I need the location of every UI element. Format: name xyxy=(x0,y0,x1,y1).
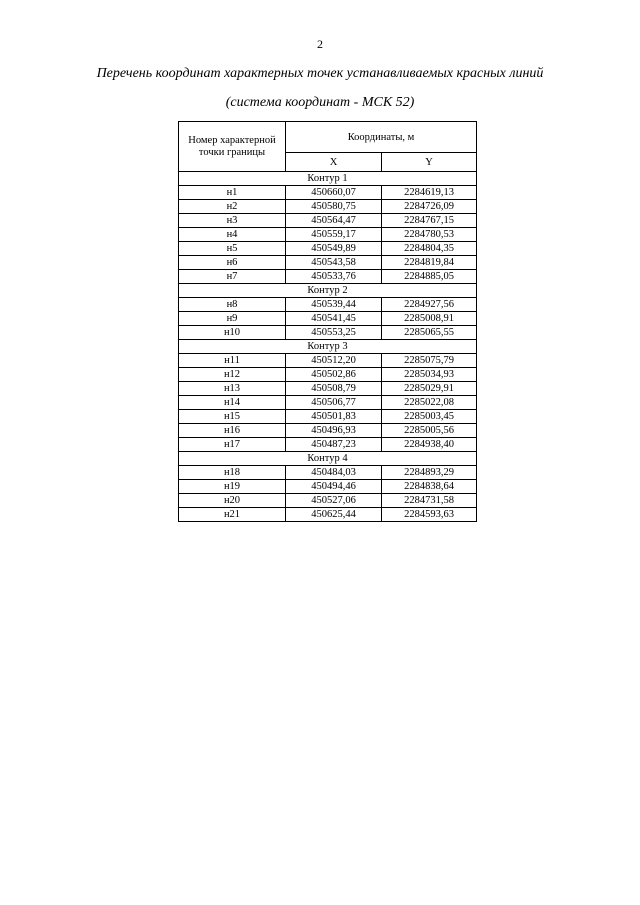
table-row xyxy=(179,396,477,410)
table-row xyxy=(179,410,477,424)
table-row xyxy=(179,256,477,270)
y-coordinate-cell: 2285065,55 xyxy=(382,326,477,340)
x-coordinate-cell: 450506,77 xyxy=(286,396,382,410)
table-row xyxy=(179,242,477,256)
y-coordinate-cell: 2284726,09 xyxy=(382,200,477,214)
table-row xyxy=(179,508,477,522)
x-coordinate-cell: 450508,79 xyxy=(286,382,382,396)
point-number-cell: н15 xyxy=(179,410,286,424)
x-coordinate-cell: 450625,44 xyxy=(286,508,382,522)
x-coordinate-cell: 450559,17 xyxy=(286,228,382,242)
point-number-cell: н19 xyxy=(179,480,286,494)
point-number-cell: н2 xyxy=(179,200,286,214)
x-coordinate-cell: 450484,03 xyxy=(286,466,382,480)
contour-label: Контур 4 xyxy=(179,452,477,466)
point-number-cell: н9 xyxy=(179,312,286,326)
contour-label: Контур 2 xyxy=(179,284,477,298)
point-number-cell: н7 xyxy=(179,270,286,284)
contour-header-row xyxy=(179,452,477,466)
table-row xyxy=(179,368,477,382)
x-coordinate-cell: 450580,75 xyxy=(286,200,382,214)
contour-header-row xyxy=(179,284,477,298)
x-coordinate-cell: 450549,89 xyxy=(286,242,382,256)
contour-label: Контур 1 xyxy=(179,172,477,186)
document-title: Перечень координат характерных точек устанавливаемых красных линий xyxy=(96,66,544,81)
x-coordinate-cell: 450541,45 xyxy=(286,312,382,326)
table-row xyxy=(179,200,477,214)
point-number-cell: н12 xyxy=(179,368,286,382)
y-coordinate-cell: 2284893,29 xyxy=(382,466,477,480)
point-number-cell: н5 xyxy=(179,242,286,256)
contour-header-row xyxy=(179,340,477,354)
x-coordinate-cell: 450553,25 xyxy=(286,326,382,340)
table-row xyxy=(179,326,477,340)
y-coordinate-cell: 2285022,08 xyxy=(382,396,477,410)
x-coordinate-cell: 450502,86 xyxy=(286,368,382,382)
table-row xyxy=(179,298,477,312)
header-x: X xyxy=(286,153,382,172)
y-coordinate-cell: 2284927,56 xyxy=(382,298,477,312)
page-number: 2 xyxy=(317,37,323,51)
y-coordinate-cell: 2285034,93 xyxy=(382,368,477,382)
table-row xyxy=(179,438,477,452)
table-row xyxy=(179,424,477,438)
point-number-cell: н18 xyxy=(179,466,286,480)
x-coordinate-cell: 450564,47 xyxy=(286,214,382,228)
contour-label: Контур 3 xyxy=(179,340,477,354)
y-coordinate-cell: 2284780,53 xyxy=(382,228,477,242)
point-number-cell: н4 xyxy=(179,228,286,242)
x-coordinate-cell: 450533,76 xyxy=(286,270,382,284)
table-row xyxy=(179,270,477,284)
y-coordinate-cell: 2284767,15 xyxy=(382,214,477,228)
x-coordinate-cell: 450660,07 xyxy=(286,186,382,200)
y-coordinate-cell: 2284593,63 xyxy=(382,508,477,522)
x-coordinate-cell: 450496,93 xyxy=(286,424,382,438)
point-number-cell: н21 xyxy=(179,508,286,522)
y-coordinate-cell: 2285075,79 xyxy=(382,354,477,368)
y-coordinate-cell: 2284731,58 xyxy=(382,494,477,508)
x-coordinate-cell: 450487,23 xyxy=(286,438,382,452)
x-coordinate-cell: 450527,06 xyxy=(286,494,382,508)
y-coordinate-cell: 2284938,40 xyxy=(382,438,477,452)
header-point-number: Номер характерной точки границы xyxy=(179,122,286,172)
table-row xyxy=(179,186,477,200)
header-coordinates: Координаты, м xyxy=(286,122,477,153)
coordinates-table xyxy=(178,121,477,522)
x-coordinate-cell: 450512,20 xyxy=(286,354,382,368)
contour-header-row xyxy=(179,172,477,186)
y-coordinate-cell: 2284885,05 xyxy=(382,270,477,284)
point-number-cell: н11 xyxy=(179,354,286,368)
point-number-cell: н1 xyxy=(179,186,286,200)
table-row xyxy=(179,214,477,228)
point-number-cell: н8 xyxy=(179,298,286,312)
y-coordinate-cell: 2285005,56 xyxy=(382,424,477,438)
table-row xyxy=(179,228,477,242)
header-y: Y xyxy=(382,153,477,172)
y-coordinate-cell: 2284804,35 xyxy=(382,242,477,256)
point-number-cell: н10 xyxy=(179,326,286,340)
point-number-cell: н6 xyxy=(179,256,286,270)
x-coordinate-cell: 450543,58 xyxy=(286,256,382,270)
x-coordinate-cell: 450539,44 xyxy=(286,298,382,312)
table-row xyxy=(179,494,477,508)
table-row xyxy=(179,382,477,396)
table-row xyxy=(179,480,477,494)
table-row xyxy=(179,354,477,368)
y-coordinate-cell: 2285008,91 xyxy=(382,312,477,326)
point-number-cell: н3 xyxy=(179,214,286,228)
table-body xyxy=(179,172,477,522)
point-number-cell: н14 xyxy=(179,396,286,410)
y-coordinate-cell: 2284838,64 xyxy=(382,480,477,494)
table-row xyxy=(179,466,477,480)
point-number-cell: н20 xyxy=(179,494,286,508)
y-coordinate-cell: 2284619,13 xyxy=(382,186,477,200)
y-coordinate-cell: 2284819,84 xyxy=(382,256,477,270)
point-number-cell: н16 xyxy=(179,424,286,438)
table-row xyxy=(179,312,477,326)
x-coordinate-cell: 450501,83 xyxy=(286,410,382,424)
y-coordinate-cell: 2285029,91 xyxy=(382,382,477,396)
y-coordinate-cell: 2285003,45 xyxy=(382,410,477,424)
point-number-cell: н17 xyxy=(179,438,286,452)
point-number-cell: н13 xyxy=(179,382,286,396)
document-subtitle: (система координат - МСК 52) xyxy=(225,95,415,110)
x-coordinate-cell: 450494,46 xyxy=(286,480,382,494)
